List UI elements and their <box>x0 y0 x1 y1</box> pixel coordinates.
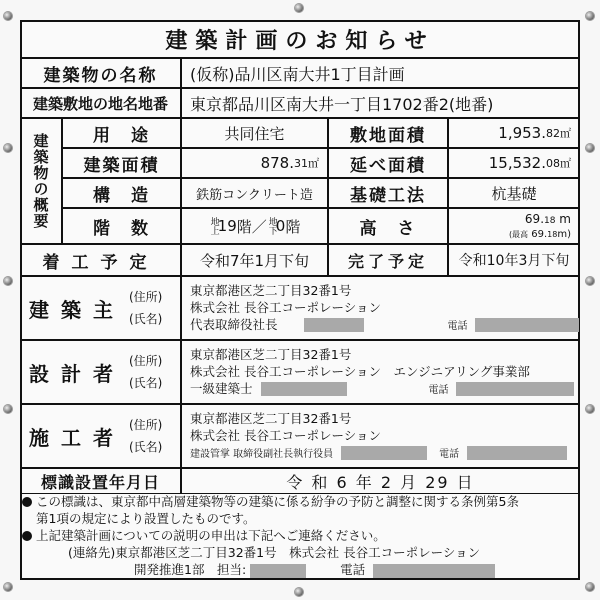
bolt-icon <box>586 12 594 20</box>
bolt-icon <box>4 12 12 20</box>
bullet-icon <box>22 497 32 507</box>
owner-sub-labels <box>129 286 162 330</box>
title-text: 建築計画のお知らせ <box>165 28 435 54</box>
end-value: 令和10年3月下旬 <box>448 244 580 276</box>
owner-rep: 代表取締役社長 <box>190 316 278 332</box>
designer-name-label: (氏名) <box>129 376 163 390</box>
height-max-unit: m) <box>557 228 571 240</box>
building-area-int: 878. <box>260 154 294 172</box>
redacted-phone <box>475 318 580 332</box>
bolt-icon <box>4 405 12 413</box>
sign-title <box>20 20 580 58</box>
floors-above: 19 <box>217 217 237 235</box>
height-max-dec: 18 <box>547 229 558 239</box>
site-area-int: 1,953. <box>498 124 546 142</box>
site-address-label: 建築敷地の地名地番 <box>20 88 181 118</box>
use-value: 共同住宅 <box>181 118 328 148</box>
contractor-label: 施工者 <box>29 425 125 450</box>
bolt-icon <box>4 583 12 591</box>
redacted-name <box>341 446 427 460</box>
height-label: 高 さ <box>328 208 448 244</box>
overview-side-label <box>20 118 62 244</box>
contractor-name-label: (氏名) <box>129 440 163 454</box>
redacted-name <box>250 564 306 578</box>
contact-address: (連絡先)東京都港区芝二丁目32番1号 株式会社 長谷工コーポレーション <box>68 545 481 560</box>
site-area-unit: ㎡ <box>560 127 571 140</box>
overview-side-text: 建築物の概要 <box>31 133 50 229</box>
designer-company: 株式会社 長谷工コーポレーション エンジニアリング事業部 <box>190 363 530 379</box>
contact-line <box>22 561 578 578</box>
site-area-value <box>448 118 580 148</box>
floor-area-label: 延べ面積 <box>328 148 448 178</box>
floor-area-dec: 08 <box>546 156 560 170</box>
owner-rep-line <box>190 316 580 335</box>
floors-below-prefix: 地下 <box>266 217 277 235</box>
contractor-address: 東京都港区芝二丁目32番1号 <box>190 410 352 426</box>
height-max <box>509 228 571 241</box>
height-dec: 18 <box>544 215 556 226</box>
note-1-text: この標識は、東京都中高層建築物等の建築に係る紛争の予防と調整に関する条例第5条 <box>36 494 519 509</box>
bullet-icon <box>22 531 32 541</box>
owner-addr-label: (住所) <box>129 290 163 304</box>
bolt-icon <box>295 588 303 596</box>
bolt-icon <box>586 277 594 285</box>
designer-sub-labels <box>129 350 162 394</box>
designer-label: 設計者 <box>29 361 125 386</box>
building-area-dec: 31 <box>294 156 308 170</box>
use-label: 用 途 <box>62 118 181 148</box>
owner-address: 東京都港区芝二丁目32番1号 <box>190 282 352 298</box>
floors-above-unit: 階 <box>236 217 252 236</box>
height-int: 69. <box>524 211 545 226</box>
start-value: 令和7年1月下旬 <box>181 244 328 276</box>
owner-label: 建築主 <box>29 297 125 322</box>
foundation-label: 基礎工法 <box>328 178 448 208</box>
height-max-label: (最高 <box>508 229 529 239</box>
structure-label: 構 造 <box>62 178 181 208</box>
contractor-company: 株式会社 長谷工コーポレーション <box>190 427 381 443</box>
owner-info <box>181 276 580 340</box>
bolt-icon <box>295 4 303 12</box>
building-area-unit: ㎡ <box>308 157 319 170</box>
foundation-value: 杭基礎 <box>448 178 580 208</box>
redacted-phone <box>467 446 567 460</box>
building-area-value <box>181 148 328 178</box>
designer-rep: 一級建築士 <box>190 380 253 396</box>
contractor-phone-label: 電話 <box>439 448 460 460</box>
note-1-cont: 第1項の規定により設置したものです。 <box>36 511 256 526</box>
bolt-icon <box>4 144 12 152</box>
bolt-icon <box>4 277 12 285</box>
contact-phone-label: 電話 <box>340 562 366 577</box>
contractor-label-cell <box>20 404 181 468</box>
posted-value: 令 和 6 年 2 月 29 日 <box>181 468 580 494</box>
floors-above-prefix: 地上 <box>208 217 219 235</box>
designer-phone-label: 電話 <box>428 384 449 396</box>
owner-phone-label: 電話 <box>447 320 468 332</box>
contractor-rep-line <box>190 444 567 463</box>
designer-label-cell <box>20 340 181 404</box>
floors-below: 0 <box>275 217 286 235</box>
contractor-sub-labels <box>129 414 162 458</box>
start-label: 着工予定 <box>20 244 181 276</box>
contractor-addr-label: (住所) <box>129 418 163 432</box>
note-2 <box>22 527 578 544</box>
floor-area-int: 15,532. <box>488 154 546 172</box>
height-max-int: 69. <box>531 228 548 240</box>
notes <box>22 493 578 578</box>
height-value <box>448 208 580 244</box>
redacted-name <box>304 318 364 332</box>
designer-addr-label: (住所) <box>129 354 163 368</box>
site-area-label: 敷地面積 <box>328 118 448 148</box>
end-label: 完了予定 <box>328 244 448 276</box>
floors-slash: ／ <box>251 217 267 236</box>
contractor-rep: 建設管掌 取締役副社長執行役員 <box>190 448 334 460</box>
bolt-icon <box>586 144 594 152</box>
redacted-phone <box>456 382 574 396</box>
contractor-info <box>181 404 580 468</box>
building-area-label: 建築面積 <box>62 148 181 178</box>
designer-address: 東京都港区芝二丁目32番1号 <box>190 346 352 362</box>
posted-label: 標識設置年月日 <box>20 468 181 494</box>
designer-info <box>181 340 580 404</box>
bolt-icon <box>586 405 594 413</box>
bolt-icon <box>586 583 594 591</box>
height-unit: m <box>559 211 571 226</box>
floor-area-unit: ㎡ <box>560 157 571 170</box>
floor-area-value <box>448 148 580 178</box>
building-name-value: (仮称)品川区南大井1丁目計画 <box>181 58 580 88</box>
height-main <box>525 212 571 228</box>
site-area-dec: 82 <box>546 126 560 140</box>
floors-below-unit: 階 <box>285 217 301 236</box>
building-name-label: 建築物の名称 <box>20 58 181 88</box>
owner-name-label: (氏名) <box>129 312 163 326</box>
structure-value: 鉄筋コンクリート造 <box>181 178 328 208</box>
contact-person-label: 開発推進1部 担当: <box>134 562 247 577</box>
owner-company: 株式会社 長谷工コーポレーション <box>190 299 381 315</box>
redacted-name <box>261 382 347 396</box>
owner-label-cell <box>20 276 181 340</box>
note-2-text: 上記建築計画についての説明の申出は下記へご連絡ください。 <box>36 528 386 543</box>
site-address-value: 東京都品川区南大井一丁目1702番2(地番) <box>181 88 580 118</box>
note-1 <box>22 493 578 510</box>
floors-label: 階 数 <box>62 208 181 244</box>
designer-rep-line <box>190 380 574 399</box>
redacted-phone <box>373 564 495 578</box>
floors-value <box>181 208 328 244</box>
